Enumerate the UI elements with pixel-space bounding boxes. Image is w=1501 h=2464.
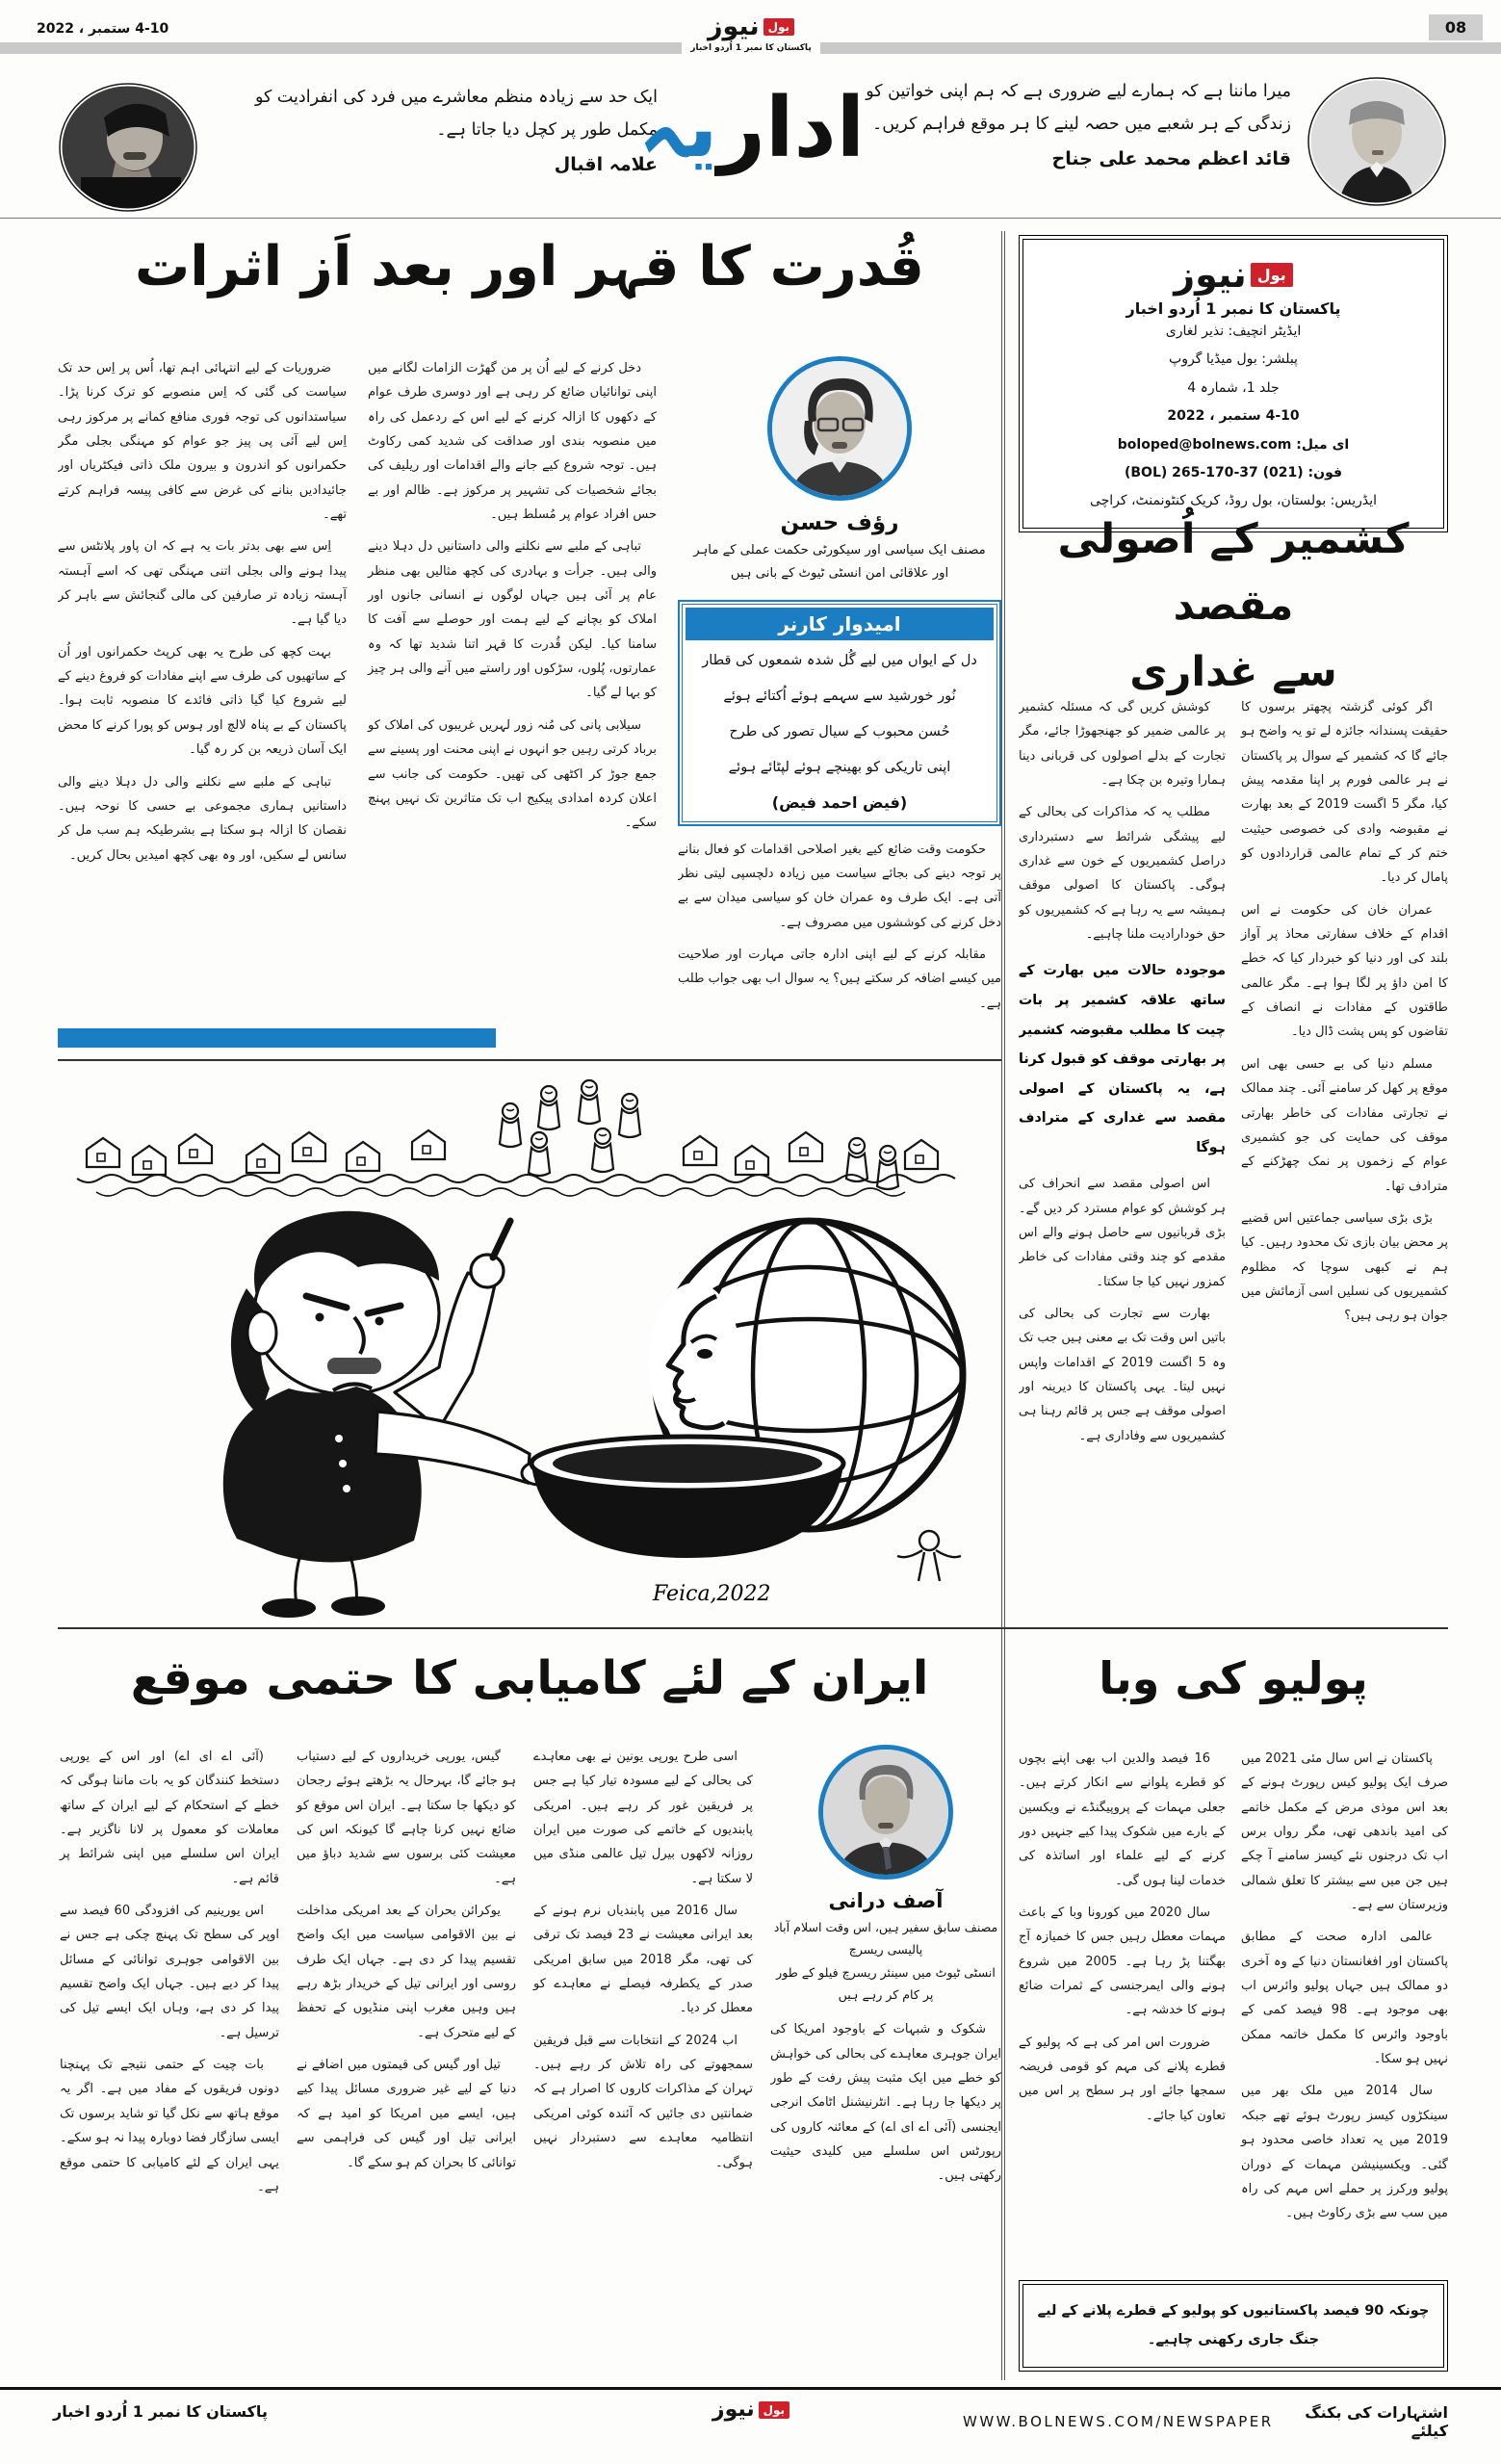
iran-column-author-text [770,2017,1001,2195]
flood-victims [500,1080,898,1189]
body-paragraph: بہت کچھ کی طرح یہ بھی کرپٹ حکمرانوں اور اُن کے ساتھیوں کی طرف سے اپنے مفادات کو فروغ دینے کے لیے شروع کیا گیا ذاتی فائدے کا منصوبہ ثابت ہوا۔ پاکستان کے بے پناہ لالچ اور ہوس کو پورا کرنے کا محض ایک آسان ذریعہ بن کر رہ گیا۔ [58,644,347,758]
cartoonist-signature: Feica,2022 [653,1582,771,1606]
body-paragraph: تباہی کے ملبے سے نکلنے والی دل دہلا دینے والی داستانیں ہماری مجموعی بے حسی کا نوحہ ہیں۔ نقصان کا ازالہ ہو سکتا ہے بشرطیکہ ہم سب مل کر سانس لے سکیں، اور وہ بھی کچھ امیدیں بحال کریں۔ [58,774,347,863]
iran-headline: ایران کے لئے کامیابی کا حتمی موقع [130,1651,929,1705]
masthead-black-part: ادار [717,80,866,176]
rauf-bio-line2: اور علاقائی امن انسٹی ٹیوٹ کے بانی ہیں [730,566,949,582]
info-tagline: پاکستان کا نمبر 1 اُردو اخبار [1126,299,1341,318]
edition-date: 4-10 ستمبر ، 2022 [37,21,169,37]
body-paragraph: پاکستان نے اس سال مئی 2021 میں صرف ایک پولیو کیس رپورٹ ہونے کے بعد اس موذی مرض کے مکمل خاتمے کی امید باندھی تھی، مگر رواں برس اب تک درجنوں نئے کیسز سامنے آ چکے ہیں جن میں سے بیشتر کا تعلق شمالی وزیرستان سے ہے۔ [1241,1751,1448,1913]
rauf-hassan-bio [678,539,1001,586]
flood-water-line-2 [96,1188,905,1196]
body-paragraph: نُور خورشید سے سہمے ہوئے اُکتائے ہوئے [723,687,956,704]
body-paragraph: 16 فیصد والدین اب بھی اپنے بچوں کو قطرے پلوانے سے انکار کرتے ہیں۔ جعلی مہمات کے پروپیگنڈے نے ویکسین کے بارے میں شکوک پیدا کیے جنہیں دور کرنے کے لیے علماء اور اساتذہ کی خدمات لینا ہوں گی۔ [1019,1751,1226,1888]
phone-number: فون: (021) 37-170-265 (BOL) [1124,464,1343,480]
main-headline: قُدرت کا قہر اور بعد اَز اثرات [135,235,924,298]
polio-headline: پولیو کی وبا [1099,1652,1368,1704]
footer-logo [676,2398,826,2422]
iran-article-columns [58,1745,1001,2371]
header-rule-right [820,42,1501,54]
asif-durrani-name: آصف درانی [828,1889,944,1912]
info-news-wordmark: نیوز [1174,253,1247,296]
editor-in-chief: ایڈیٹر انچیف: نذیر لغاری [1165,324,1302,339]
header-masthead-logo [674,12,828,53]
body-paragraph: کوشش کریں گی کہ مسئلہ کشمیر پر عالمی ضمیر کو جھنجھوڑا جائے، مگر تجارت کے بدلے اصولوں کی قربانی دینا ہمارا وتیرہ بن چکا ہے۔ [1019,700,1226,789]
body-paragraph: تیل اور گیس کی قیمتوں میں اضافے نے دنیا کے لیے غیر ضروری مسائل پیدا کیے ہیں، ایسے میں امریکا کو امید ہے کہ ایرانی تیل اور گیس کی فراہمی سے توانائی کا بحران کم ہو سکے گا۔ [297,2058,516,2170]
body-paragraph: اِس سے بھی بدتر بات یہ ہے کہ ان پاور پلانٹس سے پیدا ہونے والی بجلی اتنی مہنگی تھی کہ اسے آہستہ آہستہ زیادہ تر صارفین کی مالی گنجائش سے باہر کر دیا گیا ہے۔ [58,539,347,628]
polio-article-columns [1019,1747,1448,2267]
kashmir-headline-line2: سے غداری [1129,647,1337,696]
rauf-hassan-photo [767,356,912,501]
poem-corner-box [678,600,1001,826]
kashmir-column-left-bottom [1019,1172,1226,1448]
body-paragraph: اپنی تاریکی کو بھینچے ہوئے لپٹائے ہوئے [728,759,951,775]
iran-author-column [770,1745,1001,2371]
cartoon-illustration [58,1065,1001,1621]
body-paragraph: حکومت وقت ضائع کیے بغیر اصلاحی اقدامات کو فعال بنانے پر توجہ دینے کی بجائے سیاست میں زیادہ دلچسپی لیتی نظر آتی ہے۔ ایک طرف وہ عمران خان کو سیاسی میدان سے بے دخل کرنے کی کوششوں میں مصروف ہے۔ [678,842,1001,930]
kashmir-column-right [1241,695,1448,1589]
bol-logo-wordmark: نیوز [707,12,760,41]
body-paragraph: بھارت سے تجارت کی بحالی کی باتیں اس وقت تک بے معنی ہیں جب تک وہ 5 اگست 2019 کے اقدامات واپس نہیں لیتا۔ یہی پاکستان کا دیرینہ اور اصولی موقف ہے جس پر قائم رہنا ہی کشمیریوں سے وفاداری ہے۔ [1019,1306,1227,1443]
body-paragraph: مسلم دنیا کی بے حسی بھی اس موقع پر کھل کر سامنے آئی۔ چند ممالک نے تجارتی مفادات کی خاطر بھارتی موقف کی حمایت کی جو کشمیری عوام کے زخموں پر نمک چھڑکنے کے مترادف تھا۔ [1241,1056,1448,1194]
main-article-column-left [58,356,347,1023]
main-article-column-right-text [678,838,1001,1023]
polio-column-right [1241,1747,1448,2267]
quote-box-iqbal [56,81,658,214]
newspaper-info-box [1019,235,1448,532]
politician-caricature [223,1211,556,1618]
footer-adv-label: اشتہارات کی بکنگ کیلئے [1305,2403,1448,2440]
body-paragraph: شکوک و شبہات کے باوجود امریکا کی ایران جوہری معاہدے کی بحالی کی خواہش کو خطے میں ایک مثبت پیش رفت کے طور پر دیکھا جا رہا ہے۔ انٹرنیشنل اٹامک انرجی ایجنسی (آئی اے ای اے) کے معائنہ کاروں کی رپورٹس اس سلسلے میں کلیدی حیثیت رکھتی ہیں۔ [770,2022,1001,2184]
begging-bowl [531,1437,843,1558]
polio-boxed-note [1019,2280,1448,2372]
body-paragraph: اس اصولی مقصد سے انحراف کی ہر کوشش کو عوام مسترد کر دیں گے۔ بڑی قربانیوں سے حاصل ہونے والے اس مقدمے کو چند وقتی مفادات کی خاطر کمزور نہیں کیا جا سکتا۔ [1019,1177,1226,1289]
jinnah-portrait [1305,75,1449,208]
main-article-columns [58,356,1001,1023]
iqbal-attribution: علامہ اقبال [554,154,658,176]
kashmir-article-columns [1019,695,1448,1589]
section-end-bar [58,1028,496,1048]
header-rule-left [0,42,682,54]
body-paragraph: عالمی ادارہ صحت کے مطابق پاکستان اور افغانستان دنیا کے وہ آخری دو ممالک ہیں جہاں پولیو وائرس اب بھی موجود ہے۔ 98 فیصد کمی کے باوجود وائرس کا مکمل خاتمہ ممکن نہیں ہو سکا۔ [1241,1930,1448,2067]
body-paragraph: عمران خان کی حکومت نے اس اقدام کے خلاف سفارتی محاذ پر آواز بلند کی اور دنیا کو خبردار کیا کہ خطے کا امن داؤ پر لگا ہوا ہے۔ مگر عالمی طاقتوں کے مفادات نے انصاف کے تقاضوں کو پس پشت ڈال دیا۔ [1241,902,1448,1040]
volume-issue: جلد 1، شمارہ 4 [1187,379,1280,396]
page-number: 08 [1429,14,1483,40]
asif-durrani-portrait [823,1750,948,1875]
body-paragraph: دخل کرنے کے لیے اُن پر من گھڑت الزامات لگانے میں اپنی توانائیاں ضائع کر رہی ہے اور دوسری طرف عوام کے دکھوں کا ازالہ کرنے کے لیے اس کے ردعمل کی راہ میں منصوبہ بندی اور صداقت کی شدید کمی رکاوٹ ہیں۔ توجہ شروع کیے جانے والے اقدامات اور ریلیف کی بجائے شخصیات کی تشہیر پر مرکوز ہے۔ ظالم اور بے حس افراد عوام پر مُسلط ہیں۔ [368,361,657,523]
body-paragraph: یوکرائن بحران کے بعد امریکی مداخلت نے بین الاقوامی سیاست میں ایک واضح تقسیم پیدا کر دی ہے۔ جہاں ایک طرف روسی اور ایرانی تیل کے خریدار بڑھ رہے ہیں وہیں مغرب اپنی منڈیوں کے تحفظ کے لیے متحرک ہے۔ [297,1904,516,2040]
poem-attribution: (فیض احمد فیض) [771,792,908,812]
iqbal-quote-text: ایک حد سے زیادہ منظم معاشرے میں فرد کی انفرادیت کو مکمل طور پر کچل دیا جاتا ہے۔ [254,88,658,141]
body-paragraph: سیلابی پانی کی مُنہ زور لہریں غریبوں کی املاک کو برباد کرتی رہیں جو انہوں نے اپنی محنت اور پسینے سے جمع جوڑ کر اکٹھی کی تھیں۔ حکومت کی جانب سے اعلان کردہ امدادی پیکیج اب تک متاثرین تک نہیں پہنچ سکے۔ [368,717,657,831]
jinnah-attribution: قائد اعظم محمد علی جناح [1051,148,1291,170]
iran-column-4 [60,1745,279,2371]
poem-lines [683,643,996,786]
rauf-hassan-name: رؤف حسن [780,510,899,535]
body-paragraph: (آئی اے ای اے) اور اس کے یورپی دستخط کنندگان کو یہ بات ماننا ہوگی کہ خطے کے استحکام کے لیے ایران کے ساتھ معاملات کو معمول پر لانا ناگزیر ہے۔ ایران اس سلسلے میں اپنی شرائط پر قائم ہے۔ [60,1750,279,1886]
small-figure [897,1531,961,1581]
masthead-blue-part: یہ [637,80,718,176]
quote-box-jinnah [847,75,1449,208]
footer-rule [0,2387,1501,2390]
brand-tagline: پاکستان کا نمبر 1 اُردو اخبار [690,43,812,53]
body-paragraph: سال 2014 میں ملک بھر میں سینکڑوں کیسز رپورٹ ہوئے تھے جبکہ 2019 میں یہ تعداد خاصی محدود ہو گئی۔ ویکسینیشن مہمات کے دوران پولیو ورکرز پر حملے اس مہم کی راہ میں سب سے بڑی رکاوٹ ہیں۔ [1241,2084,1448,2221]
bol-logo-mark: بول [763,18,794,36]
editorial-cartoon [58,1065,1001,1621]
body-paragraph: بات چیت کے حتمی نتیجے تک پہنچنا دونوں فریقوں کے مفاد میں ہے۔ اگر یہ موقع ہاتھ سے نکل گیا تو شاید برسوں تک ایسی سازگار فضا دوبارہ پیدا نہ ہو سکے۔ یہی ایران کے لئے کامیابی کا حتمی موقع ہے۔ [60,2058,279,2194]
lower-section-rule [58,1627,1448,1629]
iqbal-portrait [56,81,200,214]
body-paragraph: اس یورینیم کی افزودگی 60 فیصد سے اوپر کی سطح تک پہنچ چکی ہے جس نے بین الاقوامی جوہری توانائی کے مسائل پیدا کر دیے ہیں۔ جہاں ایک واضح تقسیم پیدا کر دی ہے، وہاں ایک ایسے تیل کی ترسیل ہے۔ [60,1904,279,2040]
footer-website-url: WWW.BOLNEWS.COM/NEWSPAPER [963,2413,1274,2430]
footer-advertising [963,2403,1448,2440]
poem-corner-title: امیدوار کارنر [686,608,994,640]
asif-bio-line2: انسٹی ٹیوٹ میں سینئر ریسرچ فیلو کے طور پر کام کر رہے ہیں [776,1964,996,2002]
kashmir-pull-quote: موجودہ حالات میں بھارت کے ساتھ علاقہ کشمیر پر بات چیت کا مطلب مقبوضہ کشمیر پر بھارتی موقف کو قبول کرنا ہے، یہ پاکستان کے اصولی مقصد سے غداری کے مترادف ہوگا [1019,963,1226,1155]
body-paragraph: تباہی کے ملبے سے نکلنے والی داستانیں دل دہلا دینے والی ہیں۔ جرأت و بہادری کی کچھ مثالیں بھی منظر عام پر آئی ہیں جہاں لوگوں نے انسانی جانوں اور املاک کو بچانے کے لیے ہمت اور حوصلے سے آفت کا سامنا کیا۔ لیکن قُدرت کا قہر اتنا شدید تھا کہ وہ عمارتوں، پُلوں، سڑکوں اور راستے میں آنے والی ہر چیز کو بہا لے گیا۔ [368,539,657,701]
main-article-column-middle [368,356,657,1023]
kashmir-headline-line1: کشمیر کے اُصولی مقصد [1057,515,1410,630]
body-paragraph: مطلب یہ کہ مذاکرات کی بحالی کے لیے پیشگی شرائط سے دستبرداری دراصل کشمیریوں کے خون سے غداری ہوگی۔ پاکستان کا اصولی موقف ہمیشہ سے یہ رہا ہے کہ کشمیریوں کو حق خودارادیت ملنا چاہیے۔ [1019,805,1226,943]
info-bol-mark: بول [1251,263,1293,287]
body-paragraph: سال 2020 میں کورونا وبا کے باعث مہمات معطل رہیں جس کا خمیازہ آج بھگتنا پڑ رہا ہے۔ 2005 میں شروع ہونے والی ایمرجنسی کے ثمرات ضائع ہونے کا خدشہ ہے۔ [1019,1906,1227,2018]
body-paragraph: اب 2024 کے انتخابات سے قبل فریقین سمجھوتے کی راہ تلاش کر رہے ہیں۔ تہران کے مذاکرات کاروں کا اصرار ہے کہ ضمانتیں دی جائیں کہ آئندہ کوئی امریکی انتظامیہ معاہدے سے دستبردار نہیں ہوگی۔ [533,2033,753,2170]
cartoon-top-rule [58,1059,1001,1061]
body-paragraph: اگر کوئی گزشتہ پچھتر برسوں کا حقیقت پسندانہ جائزہ لے تو یہ واضح ہو جائے گا کہ کشمیر کے سوال پر پاکستان نے ہر عالمی فورم پر اپنا مقدمہ پیش کیا، مگر 5 اگست 2019 کے بعد بھارت نے مقبوضہ وادی کی خصوصی حیثیت ختم کر کے تمام عالمی قراردادوں کو پامال کر دیا۔ [1241,700,1448,886]
column-divider [1001,231,1005,2380]
main-author-column [678,356,1001,1023]
flood-water-line [77,1175,955,1182]
rauf-bio-line1: مصنف ایک سیاسی اور سیکورٹی حکمت عملی کے ماہر [693,543,986,558]
kashmir-headline [1019,506,1448,705]
footer-news-wordmark: نیوز [712,2398,755,2422]
polio-boxed-text: چونکہ 90 فیصد پاکستانیوں کو پولیو کے قطرے پلانے کے لیے جنگ جاری رکھنی چاہیے۔ [1022,2284,1444,2368]
office-address: ایڈریس: بولستان، بول روڈ، کریک کنٹونمنٹ، کراچی [1089,493,1378,509]
body-paragraph: سال 2016 میں پابندیاں نرم ہونے کے بعد ایرانی معیشت نے 23 فیصد تک ترقی کی تھی، مگر 2018 میں سابق امریکی صدر کے یکطرفہ فیصلے نے معاہدے کو معطل کر دیا۔ [533,1904,754,2016]
asif-durrani-bio [770,1916,1001,2006]
jinnah-quote-text: میرا ماننا ہے کہ ہمارے لیے ضروری ہے کہ ہم اپنی خواتین کو زندگی کے ہر شعبے میں حصہ لینے کا ہر موقع فراہم کریں۔ [866,82,1291,135]
body-paragraph: ضرورت اس امر کی ہے کہ پولیو کے قطرے پلانے کی مہم کو قومی فریضہ سمجھا جائے اور ہر سطح پر اس میں تعاون کیا جائے۔ [1019,2035,1226,2123]
kashmir-column-left-top [1019,695,1226,947]
body-paragraph: حُسن محبوب کے سیال تصور کی طرح [729,723,950,739]
publisher: پبلشر: بول میڈیا گروپ [1169,351,1298,368]
body-paragraph: بڑی بڑی سیاسی جماعتیں اس قضیے پر محض بیان بازی تک محدود رہیں۔ کیا ہم نے کبھی سوچا کہ مظلوم کشمیریوں کی نسلیں اسی آزمائش میں جوان ہو رہی ہیں؟ [1241,1210,1448,1324]
iran-column-3 [297,1745,516,2371]
body-paragraph: دل کے ایواں میں لیے گُل شدہ شمعوں کی قطار [702,652,977,668]
footer-bol-mark: بول [759,2401,789,2419]
kashmir-column-left [1019,695,1226,1589]
polio-column-left [1019,1747,1226,2267]
info-box-logo [1031,253,1436,296]
body-paragraph: اسی طرح یورپی یونین نے بھی معاہدے کی بحالی کے لیے مسودہ تیار کیا ہے جس پر فریقین غور کر رہے ہیں۔ امریکی پابندیوں کے خاتمے کی صورت میں ایران روزانہ لاکھوں بیرل تیل عالمی منڈی میں لا سکتا ہے۔ [533,1750,753,1886]
asif-bio-line1: مصنف سابق سفیر ہیں، اس وقت اسلام آباد پالیسی ریسرچ [773,1920,998,1958]
quotes-divider [0,218,1501,219]
iran-column-2 [533,1745,753,2371]
body-paragraph: گیس، یورپی خریداروں کے لیے دستیاب ہو جائے گا، بہرحال یہ بڑھتے ہوئے رجحان کو دیکھا جا سکتا ہے۔ ایران اس موقع کو ضائع نہیں کرنا چاہے گا کیونکہ اس کی معیشت کئی برسوں سے شدید دباؤ میں ہے۔ [297,1750,516,1886]
asif-durrani-photo [818,1745,953,1880]
email-address: ای میل: boloped@bolnews.com [1117,436,1350,453]
issue-date: 4-10 ستمبر ، 2022 [1167,408,1300,425]
rauf-hassan-portrait [772,361,907,496]
body-paragraph: مقابلہ کرنے کے لیے اپنی ادارہ جاتی مہارت اور صلاحیت میں کیسے اضافہ کر سکتے ہیں؟ یہ سوال اب بھی جواب طلب ہے۔ [678,947,1001,1011]
editorial-masthead [624,77,879,181]
footer-tagline: پاکستان کا نمبر 1 اُردو اخبار [53,2402,268,2421]
body-paragraph: ضروریات کے لیے انتہائی اہم تھا، اُس پر اِس حد تک سیاست کی گئی کہ اِس منصوبے کو ترک کرنا پڑا۔ سیاستدانوں کی توجہ فوری منافع کمانے پر مرکوز رہی اِس لیے آئی پی پیز جو عوام کو مہنگی بجلی مگر حکمرانوں کو اندرون و بیرون ملک ذاتی فیکٹریاں اور جائیدادیں بنانے کی غرض سے کافی پیسہ فراہم کرتے تھے۔ [58,361,347,523]
